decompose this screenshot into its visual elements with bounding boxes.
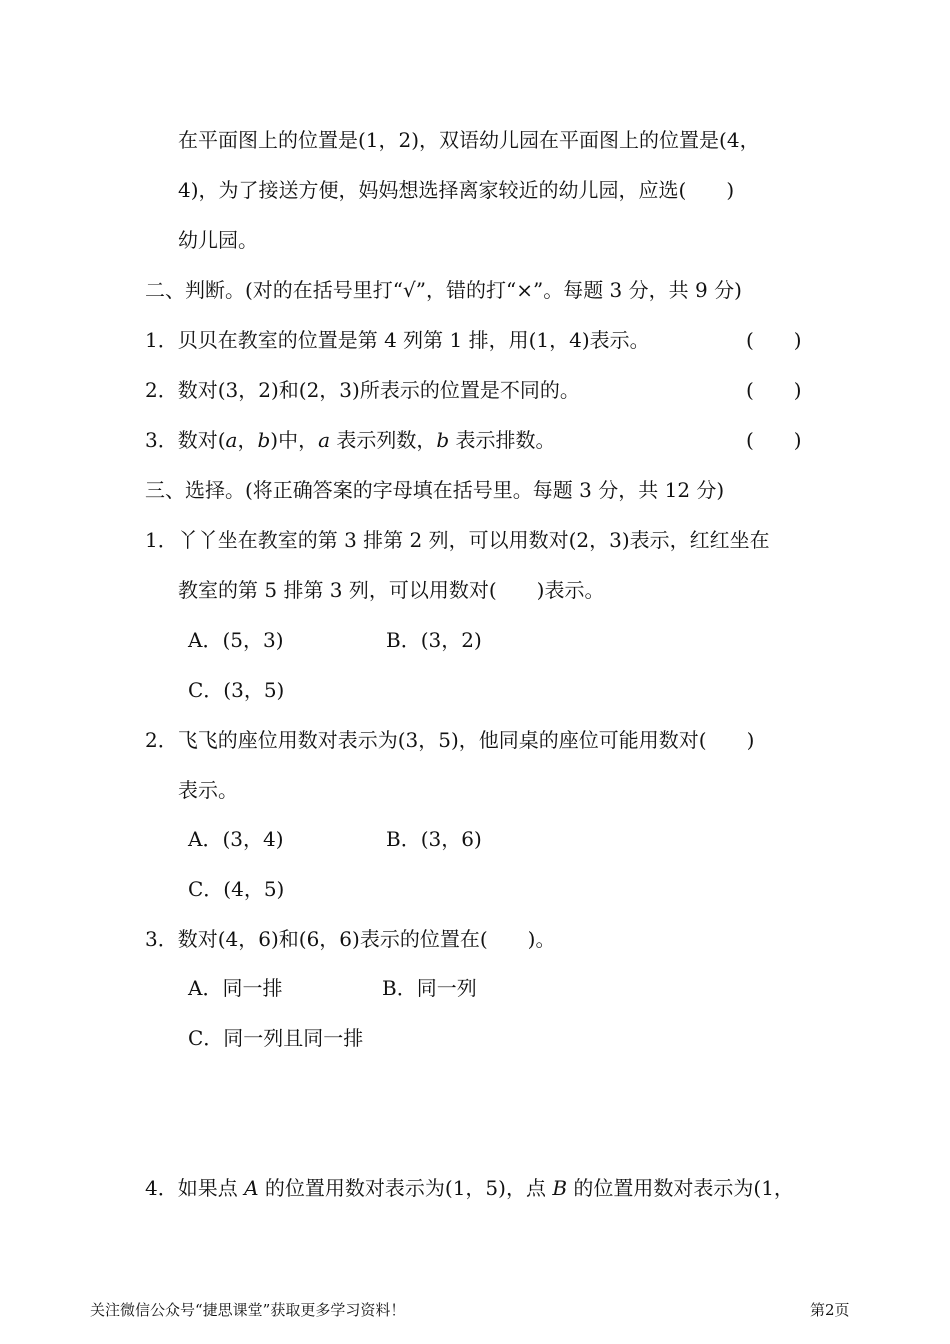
prev-question-line1: 在平面图上的位置是(1，2)，双语幼儿园在平面图上的位置是(4， <box>178 128 760 152</box>
choice-q1-option-a: A．(5，3) <box>188 628 284 652</box>
footer-promo: 关注微信公众号“捷思课堂”获取更多学习资料！ <box>90 1301 406 1319</box>
choice-q3-line1: 3．数对(4，6)和(6，6)表示的位置在( )。 <box>145 927 556 951</box>
judge-answer-blank-2: ( ) <box>746 378 802 402</box>
page-number: 第2页 <box>810 1301 850 1319</box>
choice-q1-option-b: B．(3，2) <box>386 628 482 652</box>
section2-heading: 二、判断。(对的在括号里打“√”，错的打“×”。每题 3 分，共 9 分) <box>145 278 742 302</box>
judge-item-1: 1．贝贝在教室的位置是第 4 列第 1 排，用(1，4)表示。 <box>145 328 650 352</box>
section3-heading: 三、选择。(将正确答案的字母填在括号里。每题 3 分，共 12 分) <box>145 478 725 502</box>
choice-q3-option-a: A．同一排 <box>188 976 283 1000</box>
judge-answer-blank-1: ( ) <box>746 328 802 352</box>
choice-q1-line1: 1．丫丫坐在教室的第 3 排第 2 列，可以用数对(2，3)表示，红红坐在 <box>145 528 770 552</box>
prev-question-line2: 4)，为了接送方便，妈妈想选择离家较近的幼儿园，应选( ) <box>178 178 735 202</box>
choice-q2-option-c: C．(4，5) <box>188 877 285 901</box>
judge-item-2: 2．数对(3，2)和(2，3)所表示的位置是不同的。 <box>145 378 580 402</box>
judge-answer-blank-3: ( ) <box>746 428 802 452</box>
choice-q1-option-c: C．(3，5) <box>188 678 285 702</box>
judge-item-3: 3．数对(a，b)中，a 表示列数，b 表示排数。 <box>145 428 556 452</box>
prev-question-line3: 幼儿园。 <box>178 228 258 252</box>
choice-q2-option-a: A．(3，4) <box>188 827 284 851</box>
choice-q4-line1: 4．如果点 A 的位置用数对表示为(1，5)，点 B 的位置用数对表示为(1， <box>145 1176 794 1200</box>
choice-q2-line2: 表示。 <box>178 778 238 802</box>
choice-q2-option-b: B．(3，6) <box>386 827 482 851</box>
choice-q2-line1: 2．飞飞的座位用数对表示为(3，5)，他同桌的座位可能用数对( ) <box>145 728 755 752</box>
choice-q3-option-c: C．同一列且同一排 <box>188 1026 364 1050</box>
choice-q1-line2: 教室的第 5 排第 3 列，可以用数对( )表示。 <box>178 578 605 602</box>
choice-q3-option-b: B．同一列 <box>382 976 477 1000</box>
